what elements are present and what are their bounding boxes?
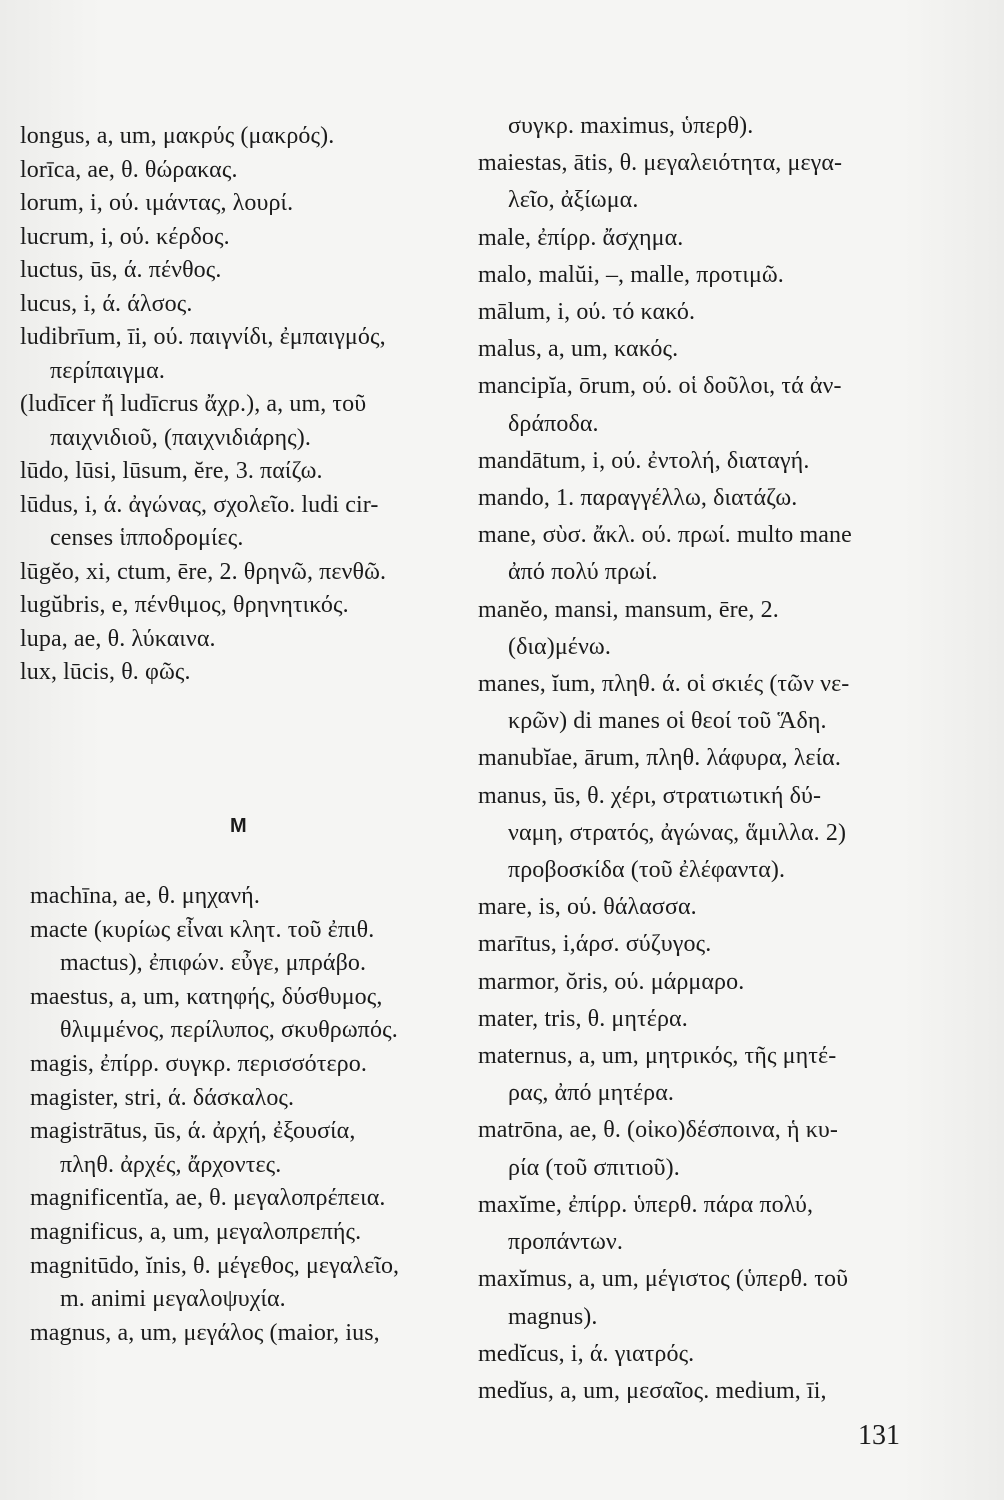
dictionary-entry: marītus, i,άρσ. σύζυγος. (478, 931, 712, 958)
dictionary-entry: medĭus, a, um, μεσαῖος. medium, īi, (478, 1377, 827, 1404)
dictionary-entry: lupa, ae, θ. λύκαινα. (20, 625, 216, 652)
section-heading-m: M (230, 815, 247, 837)
entry-continuation: δράποδα. (508, 410, 599, 437)
dictionary-entry: (ludīcer ἤ ludīcrus ἄχρ.), a, um, τοῦ (20, 391, 367, 417)
dictionary-entry: manus, ūs, θ. χέρι, στρατιωτική δύ- (478, 782, 822, 809)
dictionary-entry: marmor, ŏris, ού. μάρμαρο. (478, 968, 745, 995)
dictionary-entry: magnus, a, um, μεγάλος (maior, ius, (30, 1319, 380, 1346)
dictionary-entry: magnitūdo, ĭnis, θ. μέγεθος, μεγαλεῖο, (30, 1252, 400, 1279)
entry-continuation: πληθ. ἀρχές, ἄρχοντες. (60, 1151, 282, 1178)
entry-continuation: ἀπό πολύ πρωί. (508, 559, 658, 586)
dictionary-entry: macte (κυρίως εἶναι κλητ. τοῦ ἐπιθ. (30, 916, 375, 943)
entry-continuation: προβοσκίδα (τοῦ ἐλέφαντα). (508, 857, 786, 884)
dictionary-entry: lucrum, i, ού. κέρδος. (20, 223, 230, 250)
dictionary-entry: mandātum, i, ού. ἐντολή, διαταγή. (478, 447, 810, 474)
dictionary-entry: lorum, i, ού. ιμάντας, λουρί. (20, 190, 294, 216)
dictionary-entry: manubĭae, ārum, πληθ. λάφυρα, λεία. (478, 745, 841, 772)
dictionary-entry: magister, stri, ά. δάσκαλος. (30, 1084, 295, 1111)
right-column-m-entries (478, 108, 938, 1410)
dictionary-entry: maestus, a, um, κατηφής, δύσθυμος, (30, 983, 383, 1010)
dictionary-entry: luctus, ūs, ά. πένθος. (20, 257, 222, 283)
dictionary-entry: mancipĭa, ōrum, ού. οἱ δοῦλοι, τά ἀν- (478, 373, 842, 400)
dictionary-entry: ludibrīum, īi, ού. παιγνίδι, ἐμπαιγμός, (20, 324, 386, 350)
dictionary-entry: mane, σὺσ. ἄκλ. ού. πρωί. multo mane (478, 522, 852, 549)
dictionary-entry: matrōna, ae, θ. (οἰκο)δέσποινα, ἡ κυ- (478, 1117, 838, 1144)
dictionary-entry: malus, a, um, κακός. (478, 336, 679, 363)
dictionary-entry: manes, ĭum, πληθ. ά. οἱ σκιές (τῶν νε- (478, 671, 850, 698)
dictionary-entry: malo, malŭi, –, malle, προτιμῶ. (478, 261, 784, 288)
entry-continuation: συγκρ. maximus, ὑπερθ). (508, 113, 754, 139)
dictionary-entry: lugŭbris, e, πένθιμος, θρηνητικός. (20, 592, 349, 618)
dictionary-entry: mater, tris, θ. μητέρα. (478, 1005, 688, 1032)
dictionary-entry: lūdus, i, ά. ἀγώνας, σχολεῖο. ludi cir- (20, 491, 379, 518)
entry-continuation: ναμη, στρατός, ἀγώνας, ἅμιλλα. 2) (508, 819, 847, 846)
dictionary-entry: longus, a, um, μακρύς (μακρός). (20, 123, 335, 149)
dictionary-entry: mālum, i, ού. τό κακό. (478, 299, 696, 326)
dictionary-entry: lūdo, lūsi, lūsum, ĕre, 3. παίζω. (20, 458, 323, 484)
entry-continuation: censes ἱπποδρομίες. (50, 525, 244, 551)
entry-continuation: magnus). (508, 1303, 598, 1330)
dictionary-entry: machīna, ae, θ. μηχανή. (30, 883, 260, 909)
dictionary-entry: magis, ἐπίρρ. συγκρ. περισσότερο. (30, 1050, 367, 1077)
dictionary-entry: maxĭme, ἐπίρρ. ὑπερθ. πάρα πολύ, (478, 1191, 814, 1218)
entry-continuation: (δια)μένω. (508, 633, 611, 660)
entry-continuation: θλιμμένος, περίλυπος, σκυθρωπός. (60, 1017, 398, 1044)
dictionary-entry: mare, is, ού. θάλασσα. (478, 894, 697, 921)
left-column-m-entries (30, 880, 470, 1350)
entry-continuation: κρῶν) di manes οἱ θεοί τοῦ Ἅδη. (508, 708, 827, 735)
entry-continuation: mactus), ἐπιφών. εὖγε, μπράβο. (60, 950, 367, 977)
dictionary-entry: lux, lūcis, θ. φῶς. (20, 659, 191, 685)
entry-continuation: λεῖο, ἀξίωμα. (508, 187, 639, 214)
page-number: 131 (858, 1420, 900, 1451)
entry-continuation: m. animi μεγαλοψυχία. (60, 1286, 286, 1313)
dictionary-entry: medĭcus, i, ά. γιατρός. (478, 1340, 695, 1367)
dictionary-entry: manĕo, mansi, mansum, ēre, 2. (478, 596, 779, 623)
dictionary-entry: magnificentĭa, ae, θ. μεγαλοπρέπεια. (30, 1185, 386, 1212)
dictionary-entry: magnificus, a, um, μεγαλοπρεπής. (30, 1218, 362, 1245)
entry-continuation: ρία (τοῦ σπιτιοῦ). (508, 1154, 680, 1181)
entry-continuation: περίπαιγμα. (50, 357, 165, 384)
left-column-l-entries (20, 120, 470, 690)
dictionary-entry: maternus, a, um, μητρικός, τῆς μητέ- (478, 1043, 837, 1070)
dictionary-entry: male, ἐπίρρ. ἄσχημα. (478, 224, 684, 251)
dictionary-entry: mando, 1. παραγγέλλω, διατάζω. (478, 485, 798, 512)
entry-continuation: ρας, ἀπό μητέρα. (508, 1080, 675, 1107)
dictionary-entry: lucus, i, ά. άλσος. (20, 290, 193, 317)
dictionary-entry: lorīca, ae, θ. θώρακας. (20, 156, 238, 183)
dictionary-entry: magistrātus, ūs, ά. ἀρχή, ἐξουσία, (30, 1118, 356, 1145)
dictionary-entry: lūgĕo, xi, ctum, ēre, 2. θρηνῶ, πενθῶ. (20, 558, 387, 585)
dictionary-entry: maxĭmus, a, um, μέγιστος (ὑπερθ. τοῦ (478, 1266, 849, 1293)
entry-continuation: προπάντων. (508, 1229, 623, 1256)
entry-continuation: παιχνιδιοῦ, (παιχνιδιάρης). (50, 424, 311, 451)
dictionary-entry: maiestas, ātis, θ. μεγαλειότητα, μεγα- (478, 150, 843, 177)
